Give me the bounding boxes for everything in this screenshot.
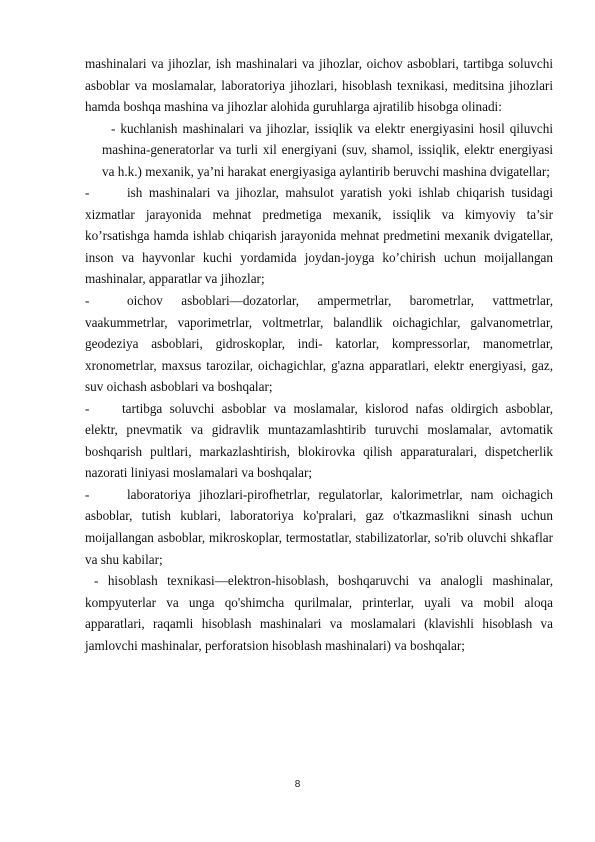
- list-dash: -: [85, 400, 90, 416]
- paragraph-power-machines: - kuchlanish mashinalari va jihozlar, issiqlik va elektr energiyasini hosil qiluvchi mashina-generatorlar va turli xil energiyani (suv, shamol, issiqlik, elektr energiyasi va h.k.) mexanik, ya’ni harakat energiyasiga aylantirib beruvchi mashina dvigatellar;: [102, 120, 553, 179]
- list-item-text: laboratoriya jihozlari-pirofhetrlar, regulatorlar, kalorimetrlar, nam oichagich asboblar, tutish kublari, laboratoriya ko'pralari, gaz o'tkazmaslikni sinash uchun moijallangan asboblar, mikroskoplar, termostatlar, stabilizatorlar, so'rib oluvchi shkaflar va shu kabilar;: [85, 486, 553, 567]
- list-item-laboratory-equipment: [85, 484, 553, 570]
- list-dash: -: [85, 486, 90, 502]
- list-item-text: oichov asboblari—dozatorlar, ampermetrlar, barometrlar, vattmetrlar, vaakummetrlar, vaporimetrlar, voltmetrlar, balandlik oichagichlar, galvanometrlar, geodeziya asboblari, gidroskoplar, indi- katorlar, kompressorlar, manometrlar, xronometrlar, maxsus tarozilar, oichagichlar, g'azna apparatlari, elektr energiyasi, gaz, suv oichash asboblari va boshqalar;: [85, 293, 553, 395]
- list-item-measuring-instruments: [85, 290, 553, 398]
- list-item-regulating-devices: [85, 398, 553, 484]
- paragraph-intro: mashinalari va jihozlar, ish mashinalari va jihozlar, oichov asboblari, tartibga soluvchi asboblar va moslamalar, laboratoriya jihozlari, hisoblash texnikasi, meditsina jihozlari hamda boshqa mashina va jihozlar alohida guruhlarga ajratilib hisobga olinadi:: [85, 56, 553, 115]
- list-dash: -: [85, 185, 90, 201]
- document-page: [85, 53, 553, 656]
- list-item-text: tartibga soluvchi asboblar va moslamalar, kislorod nafas oldirgich asboblar, elektr, pnevmatik va gidravlik muntazamlashtirib turuvchi moslamalar, avtomatik boshqarish pultlari, markazlashtirish, blokirovka qilish apparaturalari, dispetcherlik nazorati liniyasi moslamalari va boshqalar;: [85, 400, 553, 481]
- paragraph-computing-equipment: - hisoblash texnikasi—elektron-hisoblash, boshqaruvchi va analogli mashinalar, kompyuterlar va unga qo'shimcha qurilmalar, printerlar, uyali va mobil aloqa apparatlari, raqamli hisoblash mashinalari va moslamalari (klavishli hisoblash va jamlovchi mashinalar, perforatsion hisoblash mashinalari) va boshqalar;: [85, 573, 553, 653]
- list-item-work-machines: [85, 182, 553, 290]
- page-number: 8: [294, 779, 301, 790]
- list-dash: -: [85, 293, 90, 309]
- list-item-text: ish mashinalari va jihozlar, mahsulot yaratish yoki ishlab chiqarish tusidagi xizmatlar jarayonida mehnat predmetiga mexanik, issiqlik va kimyoviy ta’sir ko’rsatishga hamda ishlab chiqarish jarayonida mehnat predmetini mexanik dvigatellar, inson va hayvonlar kuchi yordamida joydan-joyga ko’chirish uchun moijallangan mashinalar, apparatlar va jihozlar;: [85, 185, 553, 287]
